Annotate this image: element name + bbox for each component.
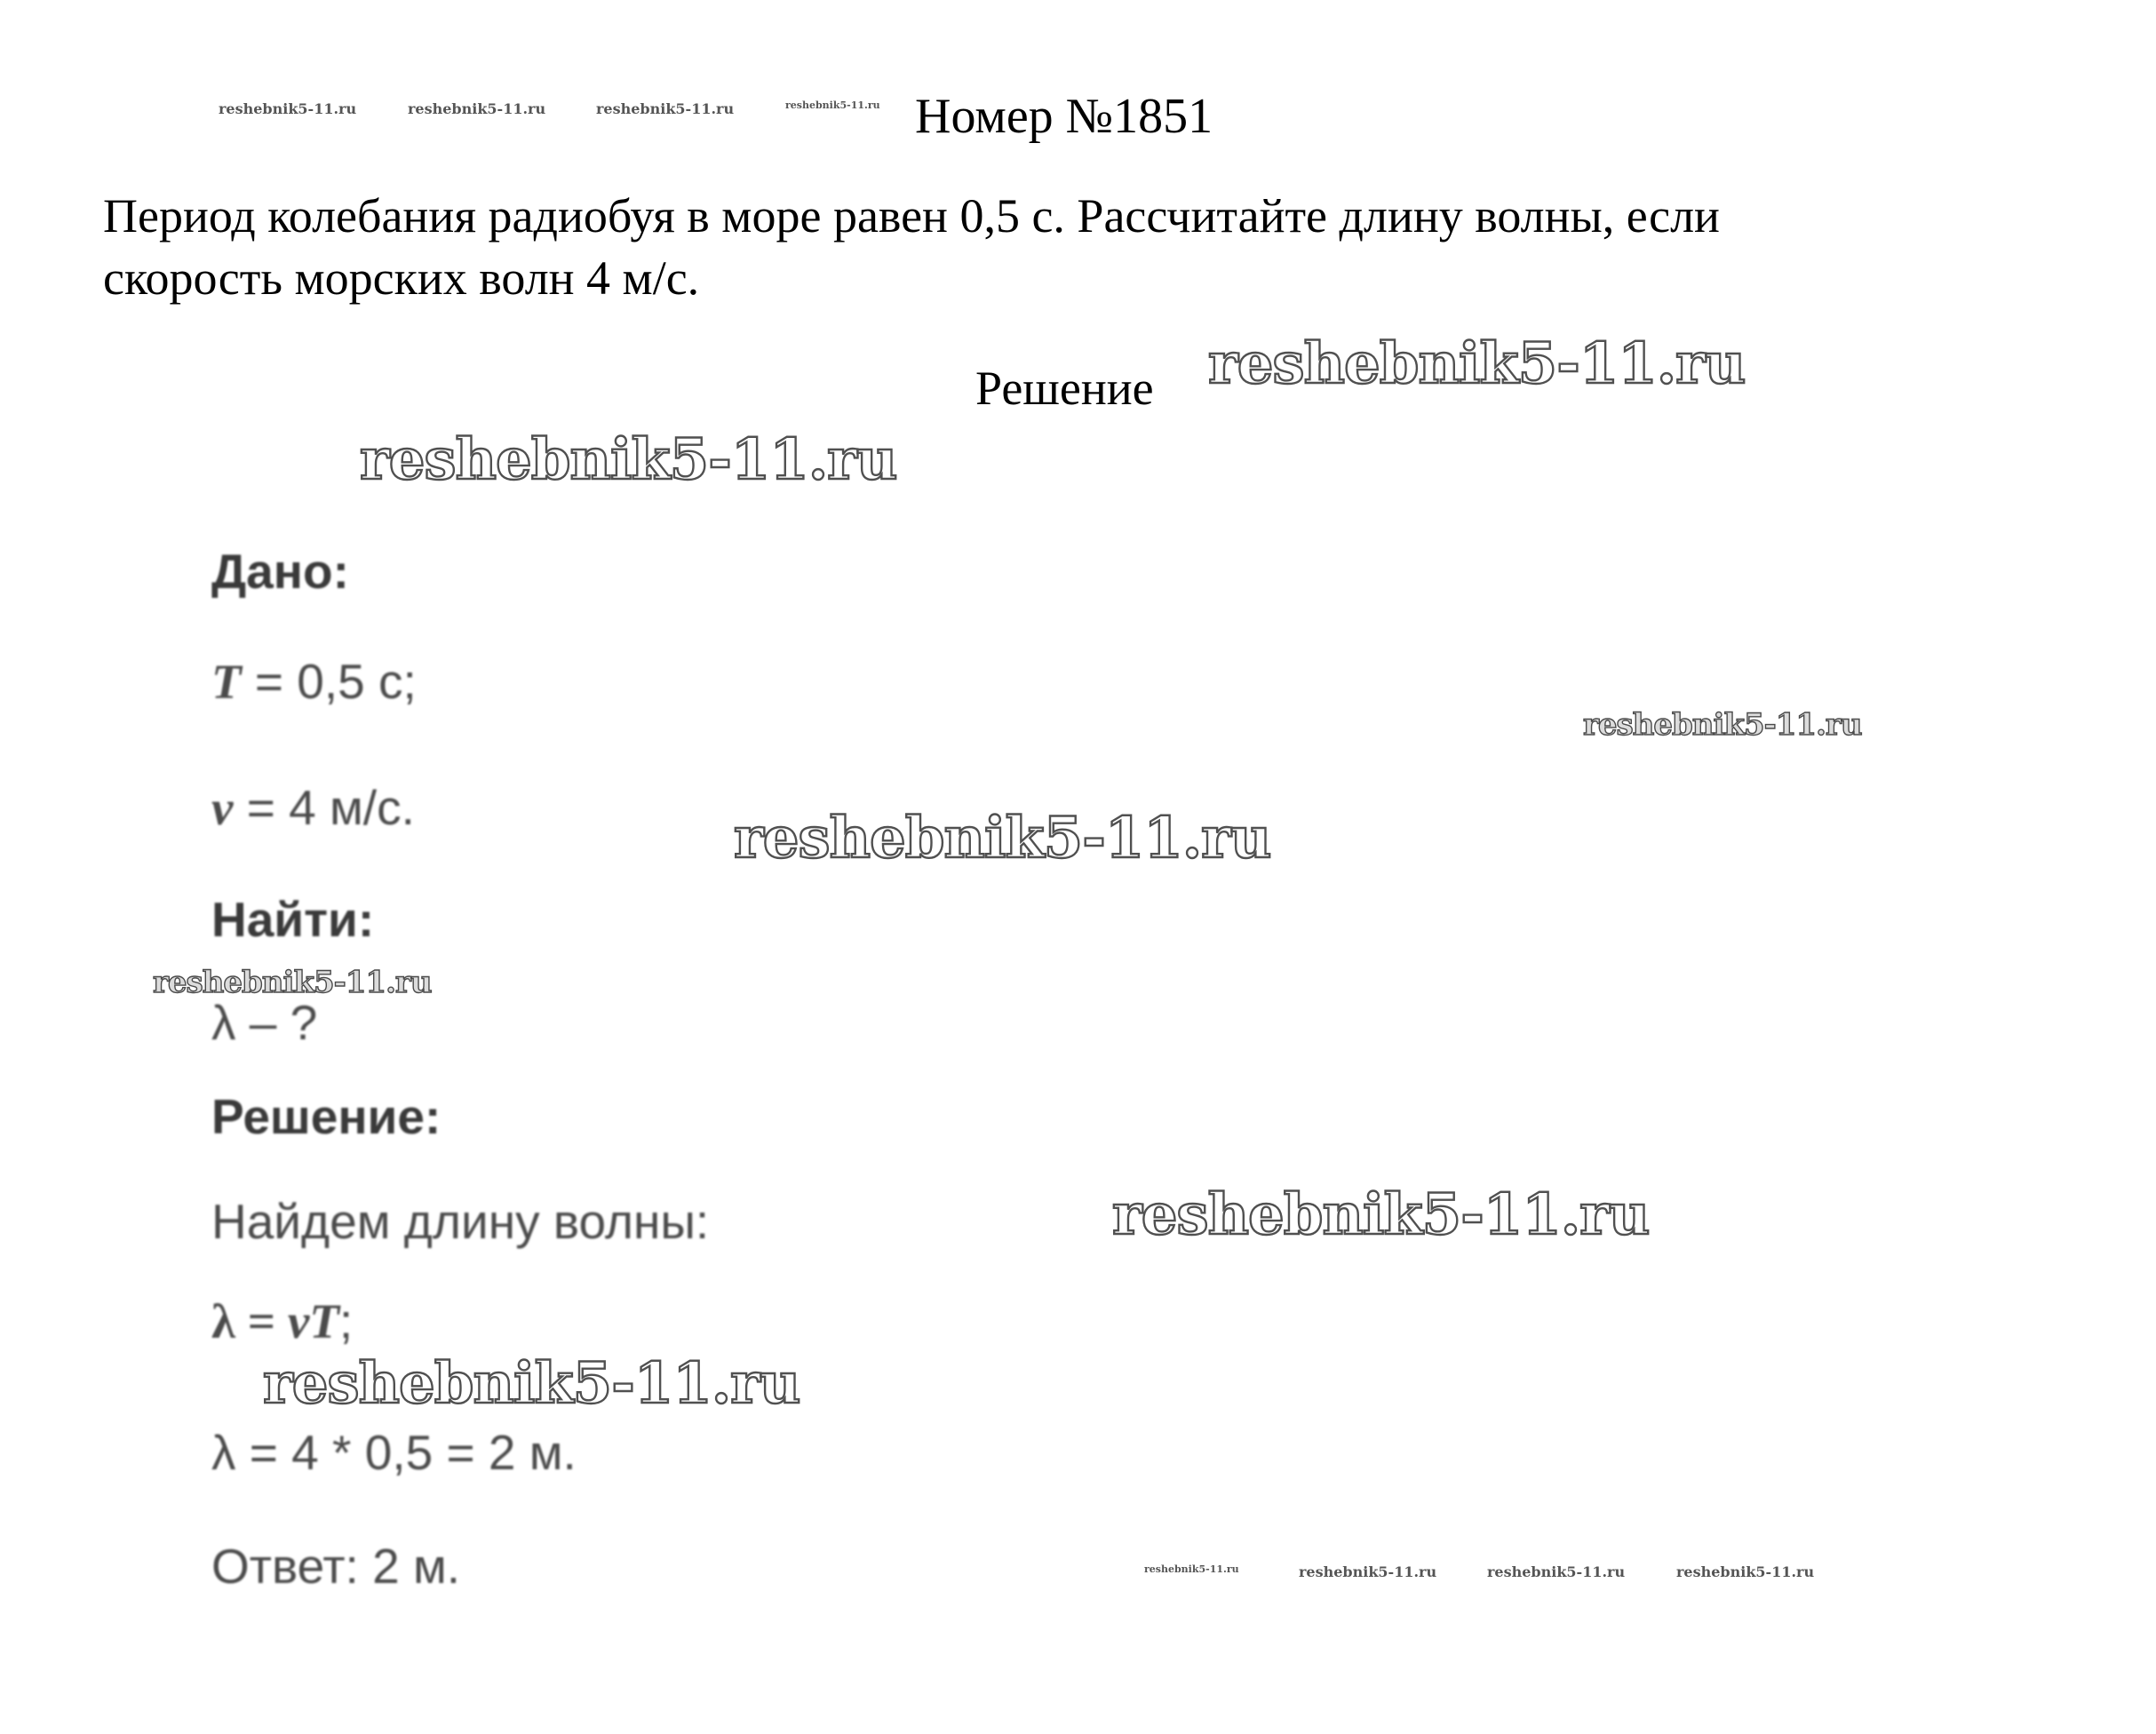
- variable-v: v: [211, 781, 234, 835]
- watermark: reshebnik5-11.ru: [1583, 707, 1862, 743]
- problem-line: скорость морских волн 4 м/с.: [103, 251, 700, 305]
- watermark: reshebnik5-11.ru: [1144, 1563, 1239, 1575]
- watermark: reshebnik5-11.ru: [408, 100, 546, 117]
- given-period: [211, 654, 417, 709]
- watermark: reshebnik5-11.ru: [596, 100, 735, 117]
- watermark: reshebnik5-11.ru: [1208, 330, 1746, 397]
- variable-T: T: [211, 655, 242, 709]
- watermark: reshebnik5-11.ru: [1112, 1181, 1650, 1248]
- formula: [211, 1293, 354, 1348]
- watermark: reshebnik5-11.ru: [153, 965, 432, 1000]
- watermark: reshebnik5-11.ru: [1676, 1563, 1815, 1580]
- page-title: Номер №1851: [915, 89, 1213, 144]
- calculation: λ = 4 * 0,5 = 2 м.: [211, 1425, 577, 1480]
- given-label: Дано:: [211, 544, 349, 599]
- watermark: reshebnik5-11.ru: [219, 100, 357, 117]
- find-value: λ – ?: [211, 995, 318, 1050]
- watermark: reshebnik5-11.ru: [263, 1350, 800, 1417]
- formula-vT: vT: [287, 1294, 339, 1348]
- formula-end: ;: [338, 1293, 354, 1348]
- answer: Ответ: 2 м.: [211, 1539, 461, 1594]
- find-label: Найти:: [211, 892, 375, 947]
- watermark: reshebnik5-11.ru: [1299, 1563, 1437, 1580]
- given-speed: [211, 780, 415, 835]
- watermark: reshebnik5-11.ru: [1487, 1563, 1626, 1580]
- watermark: reshebnik5-11.ru: [785, 99, 880, 111]
- watermark: reshebnik5-11.ru: [734, 805, 1271, 871]
- solution-heading: Решение: [975, 362, 1154, 415]
- problem-statement: [103, 185, 2102, 309]
- problem-line: Период колебания радиобуя в море равен 0,5 с. Рассчитайте длину волны, если: [103, 189, 1720, 243]
- given-speed-value: = 4 м/с.: [233, 780, 415, 835]
- given-period-value: = 0,5 с;: [241, 654, 417, 709]
- watermark: reshebnik5-11.ru: [360, 426, 897, 493]
- solution-step: Найдем длину волны:: [211, 1194, 710, 1249]
- solution-label: Решение:: [211, 1089, 442, 1144]
- formula-lambda: λ =: [211, 1294, 288, 1348]
